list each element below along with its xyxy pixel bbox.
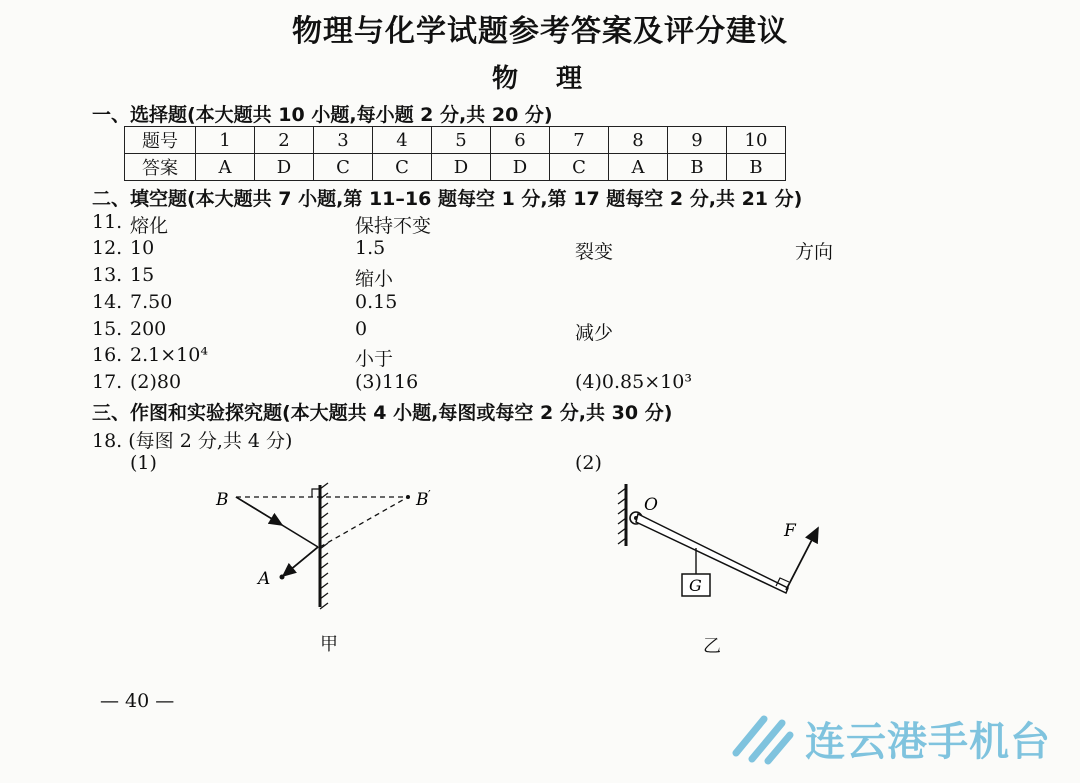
label-o: O	[644, 495, 658, 515]
document-title: 物理与化学试题参考答案及评分建议	[292, 14, 788, 49]
item-number: 16.	[92, 344, 123, 366]
table-row-answers	[125, 154, 786, 181]
table-cell: A	[609, 154, 668, 181]
lever-bar	[636, 514, 788, 593]
subject-title: 物 理	[491, 64, 588, 94]
answer-a: 10	[130, 237, 155, 259]
table-cell: 1	[196, 127, 255, 154]
table-cell: 4	[373, 127, 432, 154]
incident-ray-arrow	[236, 497, 282, 525]
part-1-label: (1)	[130, 452, 157, 474]
figure-caption-yi: 乙	[703, 636, 721, 657]
table-cell: 8	[609, 127, 668, 154]
table-cell: 7	[550, 127, 609, 154]
table-row-numbers	[125, 127, 786, 154]
answer-b: 0	[355, 318, 368, 340]
table-cell: 2	[255, 127, 314, 154]
part-2-label: (2)	[575, 452, 602, 474]
figure-caption-jia: 甲	[320, 634, 338, 655]
table-cell: 9	[668, 127, 727, 154]
answer-b: 缩小	[355, 268, 394, 290]
table-cell: C	[373, 154, 432, 181]
item-number: 14.	[92, 291, 123, 313]
table-cell: D	[255, 154, 314, 181]
table-cell: D	[491, 154, 550, 181]
answer-a: (2)80	[130, 371, 182, 393]
item-number: 13.	[92, 264, 123, 286]
answer-b: 1.5	[355, 237, 386, 259]
section-3-heading: 三、作图和实验探究题(本大题共 4 小题,每图或每空 2 分,共 30 分)	[92, 402, 673, 424]
item-number: 12.	[92, 237, 123, 259]
point-a	[280, 575, 285, 580]
row-label-number: 题号	[125, 127, 196, 154]
answer-c: (4)0.85×10³	[575, 371, 692, 393]
point-b-prime	[406, 495, 410, 499]
table-cell: C	[550, 154, 609, 181]
answer-d: 方向	[795, 241, 834, 263]
table-cell: C	[314, 154, 373, 181]
answer-b: 小于	[355, 348, 394, 370]
label-a: A	[258, 569, 271, 589]
table-cell: 6	[491, 127, 550, 154]
item-number: 17.	[92, 371, 123, 393]
table-cell: B	[668, 154, 727, 181]
answer-b: 0.15	[355, 291, 398, 313]
table-cell: A	[196, 154, 255, 181]
label-b: B	[216, 490, 229, 510]
table-cell: D	[432, 154, 491, 181]
page-number: — 40 —	[100, 690, 175, 712]
table-cell: B	[727, 154, 786, 181]
answer-c: 减少	[575, 322, 614, 344]
lever-diagram	[600, 478, 850, 628]
table-cell: 5	[432, 127, 491, 154]
item-number: 15.	[92, 318, 123, 340]
virtual-ray	[320, 497, 408, 547]
answer-table	[124, 126, 786, 181]
table-cell: 3	[314, 127, 373, 154]
label-b-prime: B	[416, 490, 429, 510]
answer-a: 2.1×10⁴	[130, 344, 208, 366]
answer-c: 裂变	[575, 241, 614, 263]
section-2-heading: 二、填空题(本大题共 7 小题,第 11–16 题每空 1 分,第 17 题每空 2 分,共 21 分)	[92, 188, 803, 210]
answer-b: 保持不变	[355, 215, 432, 237]
question-18-label: 18. (每图 2 分,共 4 分)	[92, 430, 293, 452]
answer-b: (3)116	[355, 371, 419, 393]
label-f: F	[784, 521, 796, 541]
answer-a: 7.50	[130, 291, 173, 313]
section-1-heading: 一、选择题(本大题共 10 小题,每小题 2 分,共 20 分)	[92, 104, 553, 126]
answer-a: 200	[130, 318, 167, 340]
item-number: 11.	[92, 211, 123, 233]
mirror-reflection-diagram	[200, 475, 450, 655]
row-label-answer: 答案	[125, 154, 196, 181]
watermark-text: 连云港手机台	[805, 719, 1051, 765]
answer-a: 15	[130, 264, 155, 286]
answer-a: 熔化	[130, 215, 169, 237]
reflected-ray-arrow	[283, 547, 318, 576]
label-b-prime-mark: ′	[428, 488, 431, 502]
table-cell: 10	[727, 127, 786, 154]
label-g: G	[689, 576, 702, 595]
